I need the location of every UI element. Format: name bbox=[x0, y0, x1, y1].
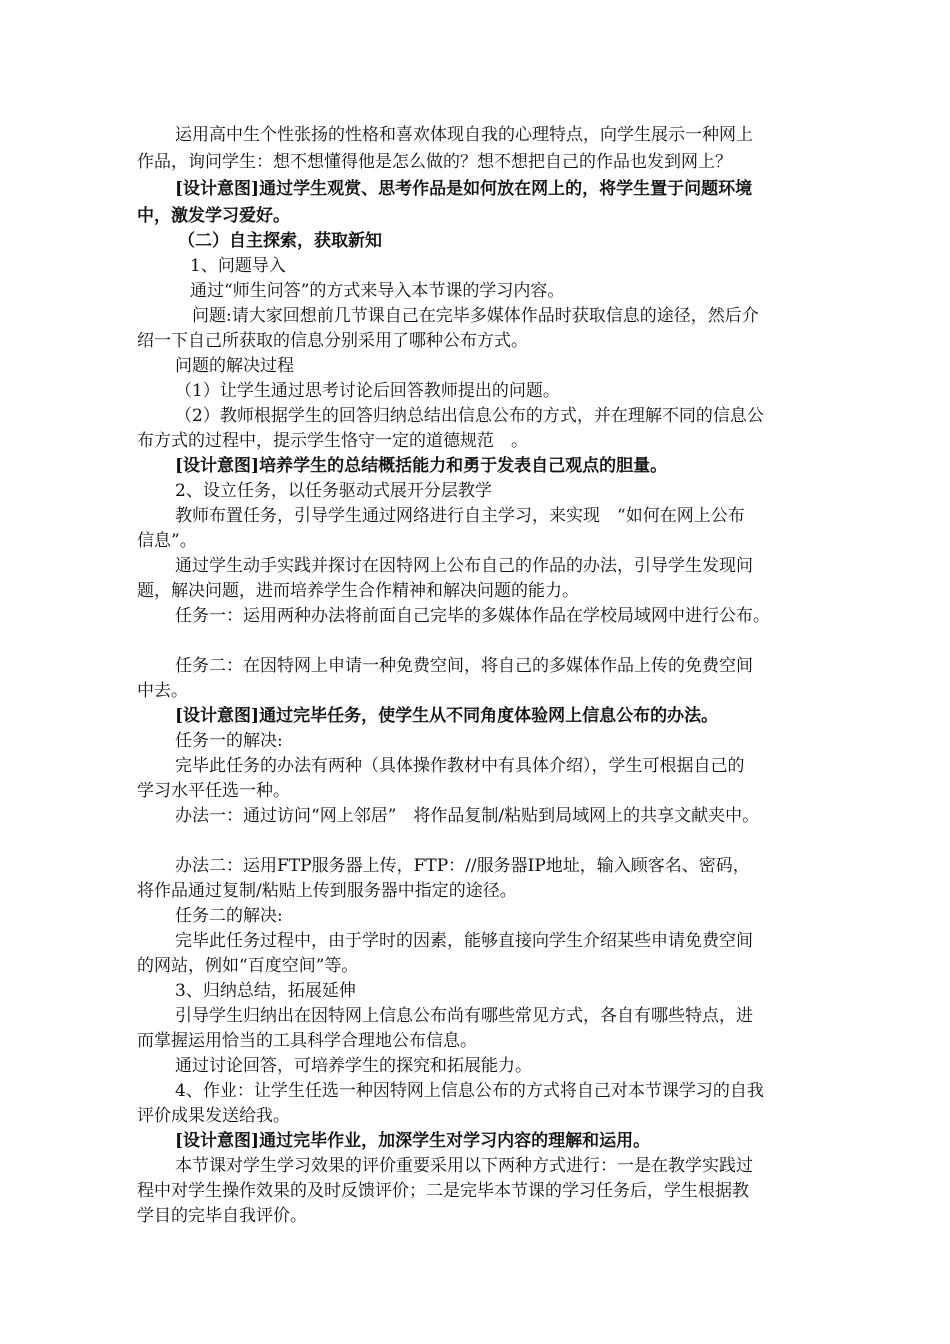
paragraph-line: 通过学生动手实践并探讨在因特网上公布自己的作品的办法，引导学生发现问 bbox=[175, 556, 753, 576]
paragraph-line: 而掌握运用恰当的工具科学合理地公布信息。 bbox=[137, 1031, 477, 1051]
item-heading: 1、问题导入 bbox=[190, 256, 286, 276]
paragraph-line: 作品，询问学生：想不想懂得他是怎么做的？想不想把自己的作品也发到网上？ bbox=[137, 152, 732, 172]
subheading: 任务二的解决: bbox=[175, 906, 283, 926]
section-heading: （二）自主探索，获取新知 bbox=[178, 231, 382, 251]
paragraph-line: 的网站，例如“百度空间”等。 bbox=[137, 956, 359, 976]
paragraph-line: 题，解决问题，进而培养学生合作精神和解决问题的能力。 bbox=[137, 581, 579, 601]
paragraph-line: 学目的完毕自我评价。 bbox=[137, 1206, 307, 1226]
paragraph-line: （2）教师根据学生的回答归纳总结出信息公布的方式，并在理解不同的信息公 bbox=[175, 406, 764, 426]
paragraph-line: 本节课对学生学习效果的评价重要采用以下两种方式进行：一是在教学实践过 bbox=[175, 1156, 753, 1176]
paragraph-line: 完毕此任务过程中，由于学时的因素，能够直接向学生介绍某些申请免费空间 bbox=[175, 931, 753, 951]
item-heading: 3、归纳总结，拓展延伸 bbox=[175, 981, 356, 1001]
design-intent-line: [设计意图]培养学生的总结概括能力和勇于发表自己观点的胆量。 bbox=[175, 456, 668, 476]
paragraph-line: 完毕此任务的办法有两种（具体操作教材中有具体介绍），学生可根据自己的 bbox=[175, 756, 745, 776]
design-intent-line: [设计意图]通过完毕作业，加深学生对学习内容的理解和运用。 bbox=[175, 1131, 651, 1151]
design-intent-line: [设计意图]通过完毕任务，使学生从不同角度体验网上信息公布的办法。 bbox=[175, 706, 719, 726]
paragraph-line: 布方式的过程中，提示学生恪守一定的道德规范 。 bbox=[137, 431, 528, 451]
paragraph-line: 任务二：在因特网上申请一种免费空间，将自己的多媒体作品上传的免费空间 bbox=[175, 656, 753, 676]
paragraph-line: 学习水平任选一种。 bbox=[137, 781, 290, 801]
design-intent-line: [设计意图]通过学生观赏、思考作品是如何放在网上的，将学生置于问题环境 bbox=[175, 179, 753, 199]
paragraph-line: 评价成果发送给我。 bbox=[137, 1106, 290, 1126]
paragraph-line: 运用高中生个性张扬的性格和喜欢体现自我的心理特点，向学生展示一种网上 bbox=[175, 125, 753, 145]
paragraph-line: 信息”。 bbox=[137, 531, 197, 551]
subheading: 任务一的解决: bbox=[175, 731, 283, 751]
paragraph-line: 办法一：通过访问“网上邻居” 将作品复制/粘贴到局域网上的共享文献夹中。 bbox=[175, 806, 760, 826]
paragraph-line: 4、作业：让学生任选一种因特网上信息公布的方式将自己对本节课学习的自我 bbox=[175, 1081, 764, 1101]
paragraph-line: （1）让学生通过思考讨论后回答教师提出的问题。 bbox=[175, 381, 560, 401]
paragraph-line: 办法二：运用FTP服务器上传，FTP：//服务器IP地址，输入顾客名、密码， bbox=[175, 856, 750, 876]
paragraph-line: 引导学生归纳出在因特网上信息公布尚有哪些常见方式，各自有哪些特点，进 bbox=[175, 1006, 753, 1026]
item-heading: 2、设立任务，以任务驱动式展开分层教学 bbox=[175, 481, 492, 501]
paragraph-line: 教师布置任务，引导学生通过网络进行自主学习，来实现 “如何在网上公布 bbox=[175, 506, 745, 526]
design-intent-line: 中，激发学习爱好。 bbox=[137, 206, 290, 226]
subheading: 问题的解决过程 bbox=[175, 356, 294, 376]
paragraph-line: 绍一下自己所获取的信息分别采用了哪种公布方式。 bbox=[137, 331, 528, 351]
paragraph-line: 将作品通过复制/粘贴上传到服务器中指定的途径。 bbox=[137, 881, 517, 901]
paragraph-line: 程中对学生操作效果的及时反馈评价；二是完毕本节课的学习任务后，学生根据教 bbox=[137, 1181, 749, 1201]
paragraph-line: 中去。 bbox=[137, 681, 188, 701]
paragraph-line: 通过“师生问答”的方式来导入本节课的学习内容。 bbox=[190, 281, 565, 301]
paragraph-line: 任务一：运用两种办法将前面自己完毕的多媒体作品在学校局域网中进行公布。 bbox=[175, 606, 770, 626]
paragraph-line: 问题:请大家回想前几节课自己在完毕多媒体作品时获取信息的途径，然后介 bbox=[192, 306, 759, 326]
paragraph-line: 通过讨论回答，可培养学生的探究和拓展能力。 bbox=[175, 1056, 532, 1076]
